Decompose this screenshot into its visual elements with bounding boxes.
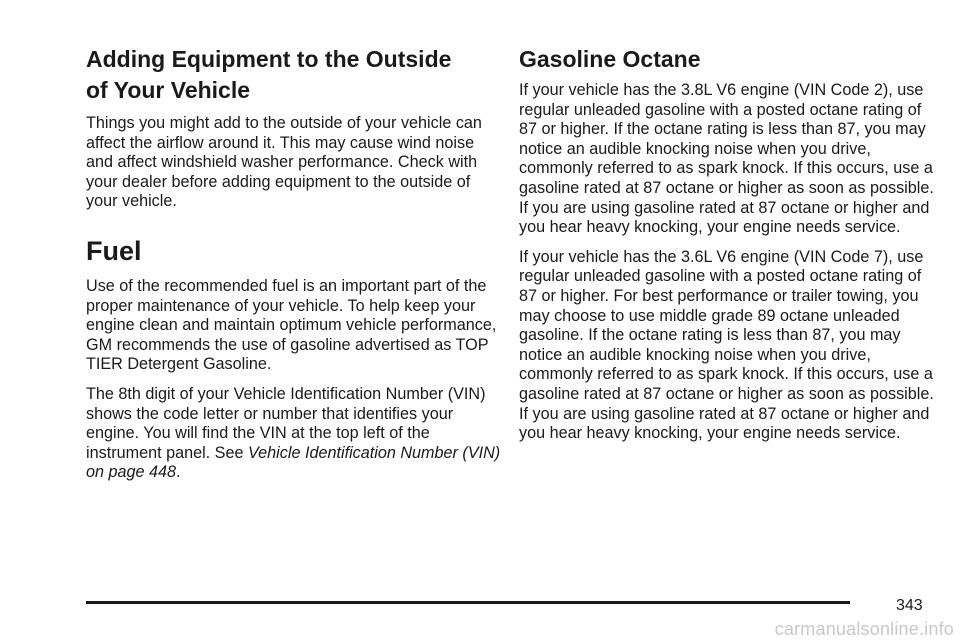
left-column — [86, 44, 501, 483]
cross-reference-link[interactable]: Vehicle Identification Number (VIN) on page 448 — [86, 443, 501, 482]
paragraph-vin-engine-code — [86, 385, 501, 483]
section-title-fuel: Fuel — [86, 235, 142, 266]
section-heading-gasoline-octane: Gasoline Octane — [519, 46, 701, 72]
page-number: 343 — [896, 597, 923, 614]
paragraph-octane-36l: If your vehicle has the 3.6L V6 engine (VIN Code 7), use regular unleaded gasoline with a posted octane rating of 87 or higher. For best performance or trailer towing, you may choose to use middle grade 89 octane unleaded gasoline. If the octane rating is less than 87, you may notice an audible knocking noise when you drive, commonly referred to as spark knock. If this occurs, use a gasoline rated at 87 octane or higher as soon as possible. If you are using gasoline rated at 87 octane or higher and you hear heavy knocking, your engine needs service. — [519, 247, 934, 443]
right-column — [519, 44, 939, 444]
section-heading-adding-equipment — [86, 44, 501, 106]
paragraph-octane-38l: If your vehicle has the 3.8L V6 engine (VIN Code 2), use regular unleaded gasoline with a posted octane rating of 87 or higher. If the octane rating is less than 87, you may notice an audible knocking noise when you drive, commonly referred to as spark knock. If this occurs, use a gasoline rated at 87 octane or higher as soon as possible. If you are using gasoline rated at 87 octane or higher and you hear heavy knocking, your engine needs service. — [519, 81, 934, 237]
vin-text-end: . — [176, 463, 181, 482]
heading-line-2: of Your Vehicle — [86, 77, 251, 103]
paragraph-fuel-recommendation: Use of the recommended fuel is an important part of the proper maintenance of your vehicle. To help keep your engine clean and maintain optimum vehicle performance, GM recommends the use of gasoline advertised as TOP TIER Detergent Gasoline. — [86, 276, 497, 374]
vin-text: The 8th digit of your Vehicle Identification Number (VIN) shows the code letter or number that identifies your engine. You will find the VIN at the top left of the instrument panel. See — [86, 384, 486, 462]
footer-rule — [86, 601, 850, 604]
watermark: carmanualsonline.info — [774, 619, 954, 639]
paragraph-adding-equipment: Things you might add to the outside of your vehicle can affect the airflow around it. This may cause wind noise and affect windshield washer performance. Check with your dealer before adding equipment to the outside of your vehicle. — [86, 114, 482, 211]
heading-line-1: Adding Equipment to the Outside — [86, 46, 452, 72]
